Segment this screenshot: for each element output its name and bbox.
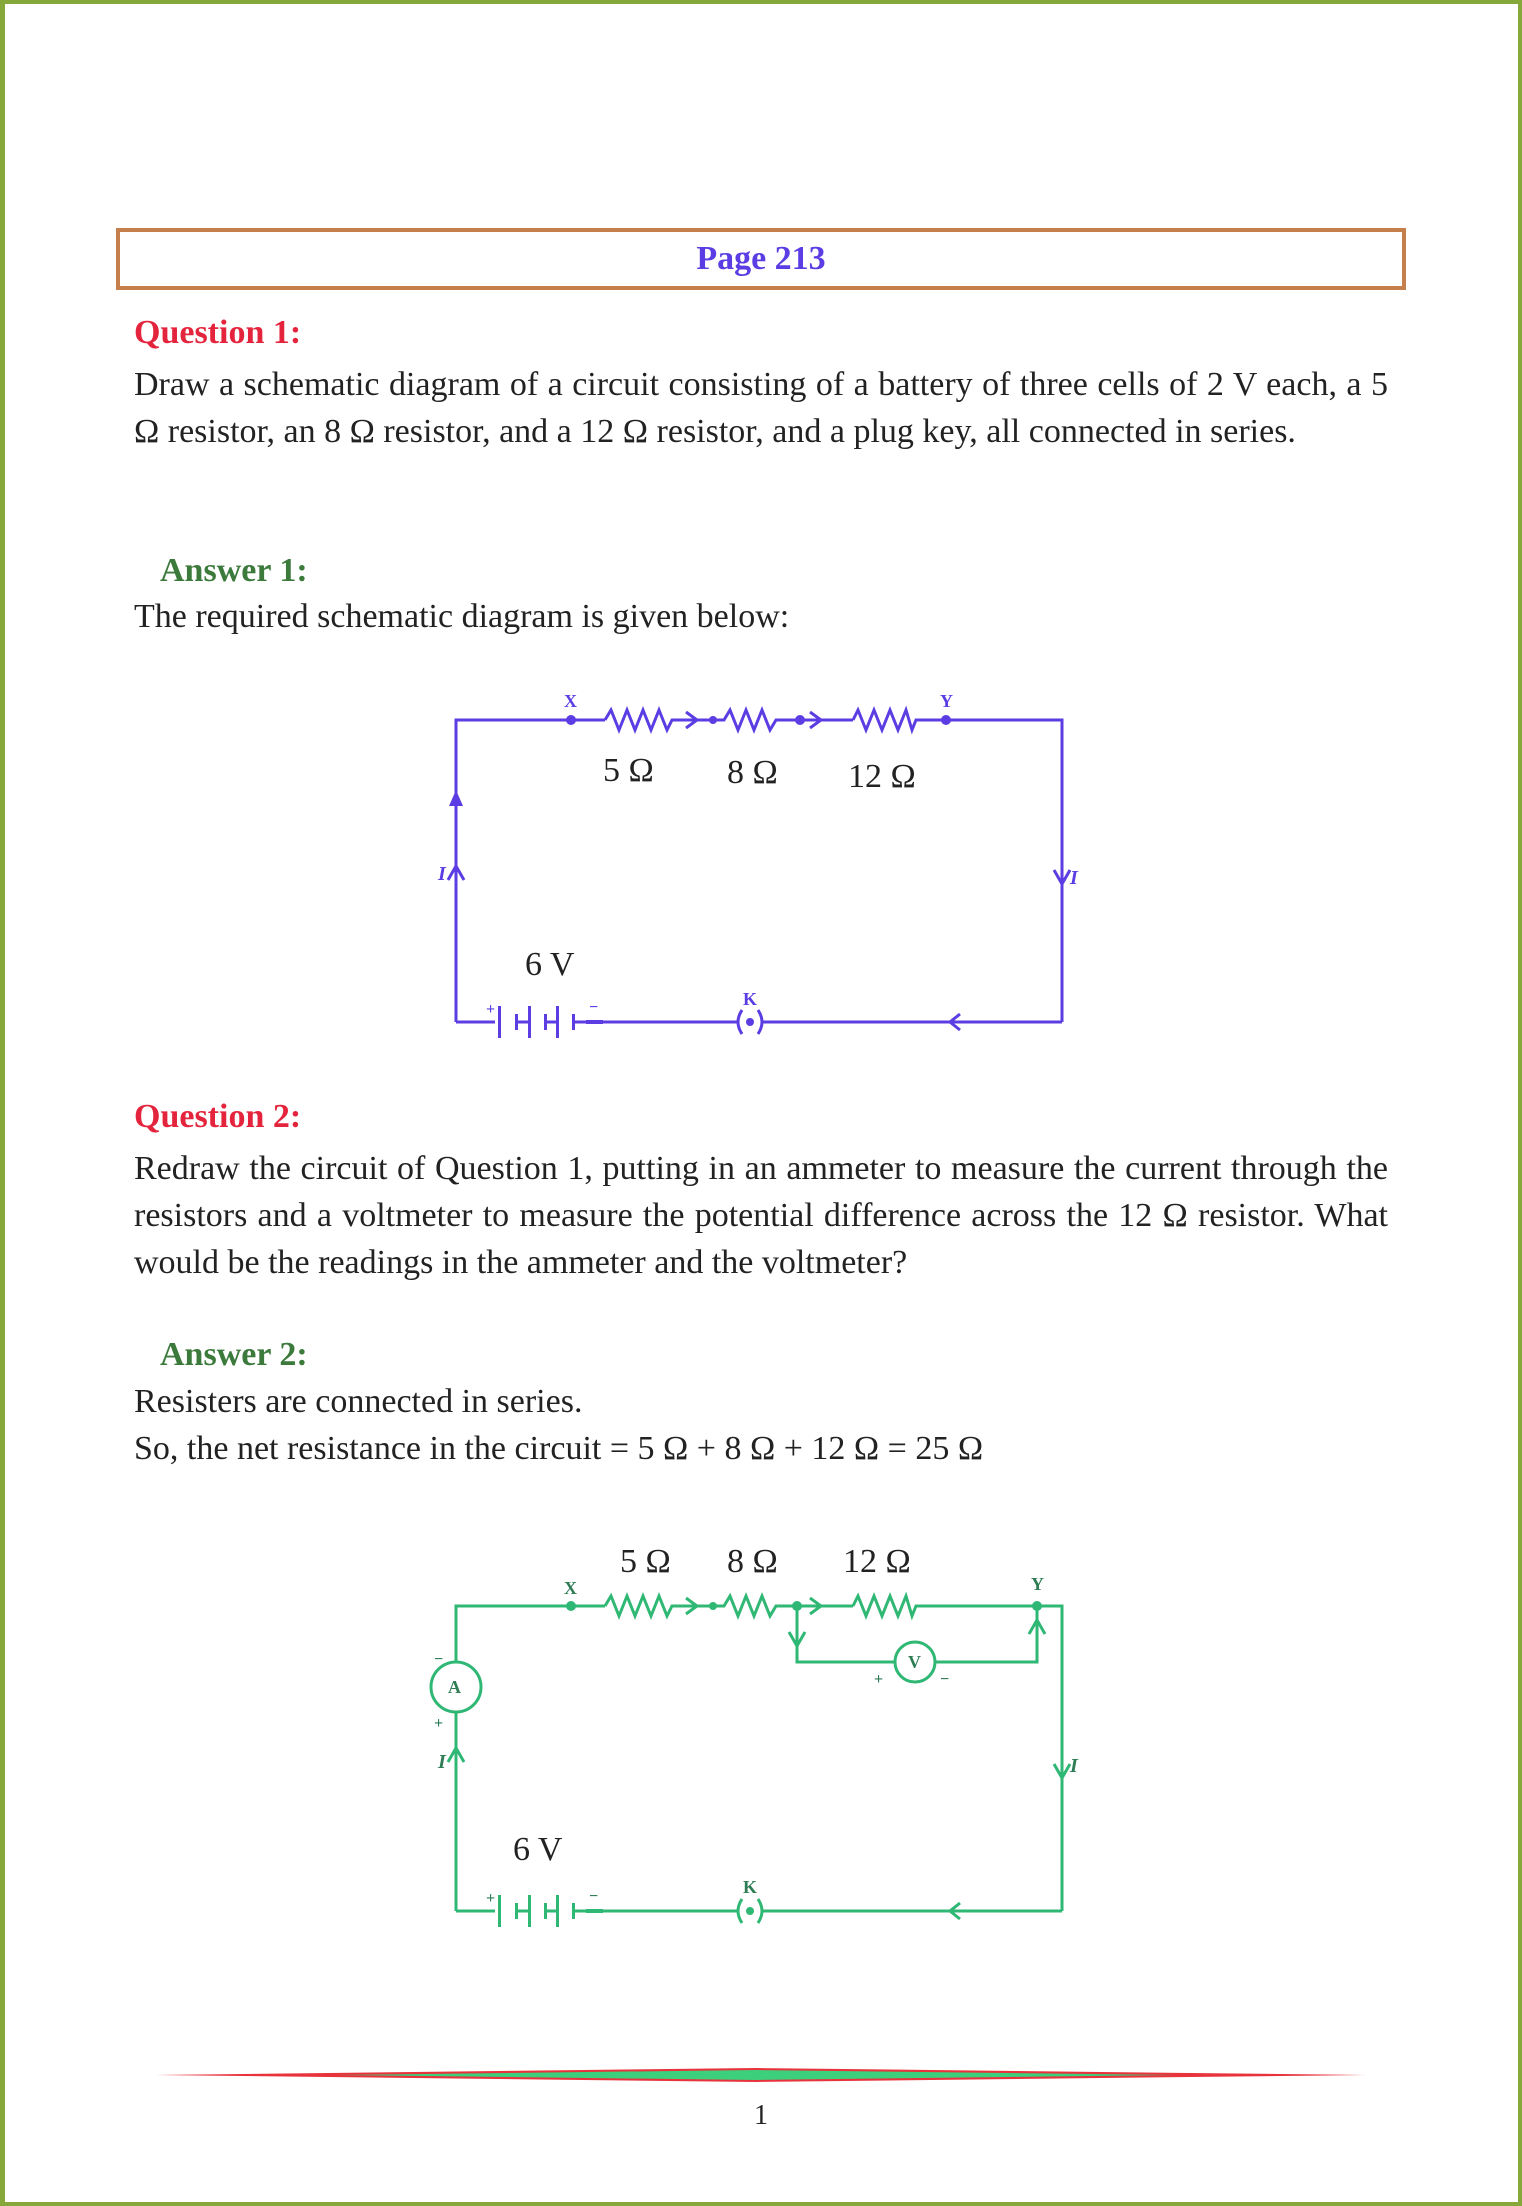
resistor-5-label: 5 Ω <box>603 752 654 789</box>
answer-2-line-1: Resisters are connected in series. <box>134 1383 583 1420</box>
battery-minus-sign: − <box>589 999 599 1016</box>
ammeter-minus-sign: − <box>434 1651 444 1668</box>
footer-divider <box>156 2066 1366 2084</box>
battery-voltage-label: 6 V <box>513 1831 563 1868</box>
answer-2-line-2: So, the net resistance in the circuit = 5 Ω + 8 Ω + 12 Ω = 25 Ω <box>134 1430 984 1467</box>
answer-1-text: The required schematic diagram is given below: <box>134 598 790 635</box>
battery-minus-sign: − <box>589 1888 599 1905</box>
answer-2-heading: Answer 2: <box>160 1336 308 1373</box>
node-y-label: Y <box>940 691 953 711</box>
battery-voltage-label: 6 V <box>525 946 575 983</box>
battery-plus-sign: + <box>486 1890 496 1907</box>
page-title: Page 213 <box>696 240 826 277</box>
ammeter-plus-sign: + <box>434 1715 444 1732</box>
ammeter-label: A <box>448 1677 461 1697</box>
question-1-heading: Question 1: <box>134 314 302 351</box>
page-header-box <box>116 228 1406 290</box>
voltmeter-minus-sign: − <box>940 1671 950 1688</box>
resistor-12-label: 12 Ω <box>843 1543 911 1580</box>
current-label-left: I <box>438 1751 446 1773</box>
question-2-heading: Question 2: <box>134 1098 302 1135</box>
current-label-right: I <box>1070 1755 1078 1777</box>
resistor-8-label: 8 Ω <box>727 1543 778 1580</box>
current-label-left: I <box>438 863 446 885</box>
voltmeter-plus-sign: + <box>874 1671 884 1688</box>
current-label-right: I <box>1070 867 1078 889</box>
key-label: K <box>743 989 758 1009</box>
answer-1-heading: Answer 1: <box>160 552 308 589</box>
question-1-text: Draw a schematic diagram of a circuit consisting of a battery of three cells of 2 V each, a 5 Ω resistor, an 8 Ω resistor, and a 12 Ω resistor, and a plug key, all connected in series. <box>134 366 1388 450</box>
key-label: K <box>743 1877 758 1897</box>
node-x-label: X <box>564 691 577 711</box>
page-number: 1 <box>754 2100 768 2131</box>
resistor-12-label: 12 Ω <box>848 758 916 795</box>
resistor-8-label: 8 Ω <box>727 754 778 791</box>
node-y-label: Y <box>1031 1574 1044 1594</box>
node-x-label: X <box>564 1578 577 1598</box>
battery-plus-sign: + <box>486 1001 496 1018</box>
question-2-text: Redraw the circuit of Question 1, putting in an ammeter to measure the current through the resistors and a voltmeter to measure the potential difference across the 12 Ω resistor. What would be the readings in the ammeter and the voltmeter? <box>134 1150 1388 1281</box>
resistor-5-label: 5 Ω <box>620 1543 671 1580</box>
voltmeter-label: V <box>908 1652 921 1672</box>
